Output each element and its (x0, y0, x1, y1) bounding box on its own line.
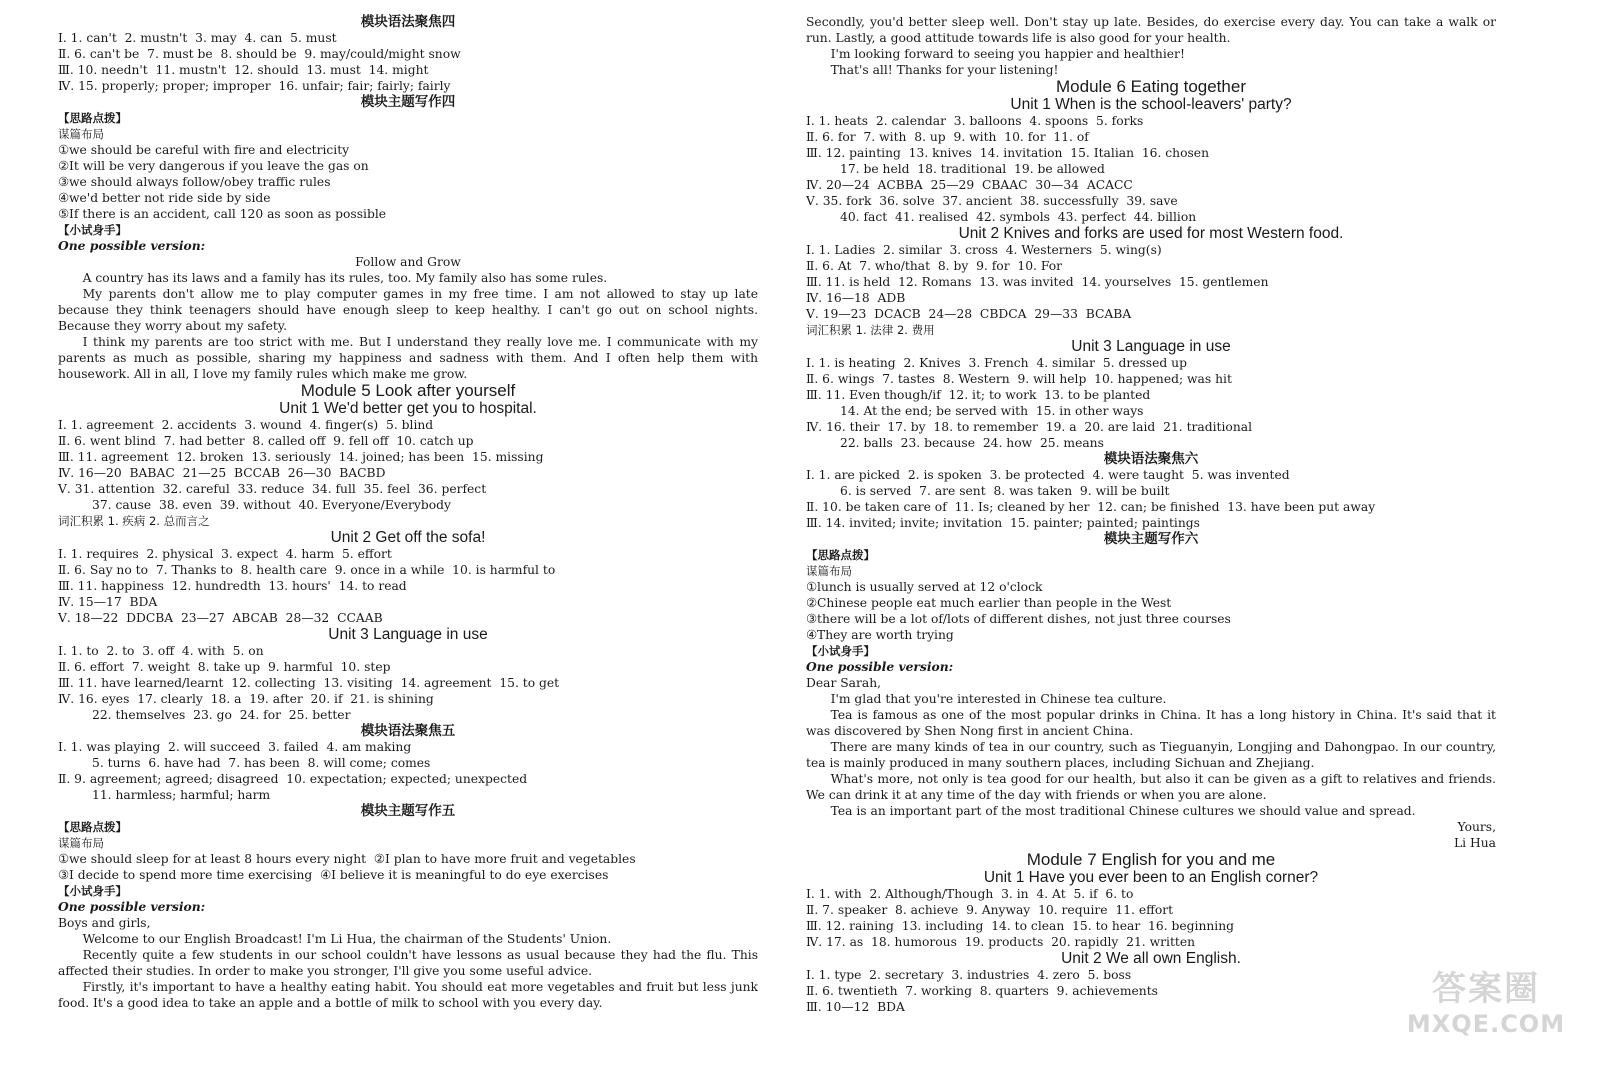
watermark-logo (1402, 968, 1570, 1054)
answer-line: 17. be held 18. traditional 19. be allowed (840, 162, 1105, 176)
unit-title: Unit 1 We'd better get you to hospital. (279, 400, 537, 417)
answer-line: Ⅰ. 1. Ladies 2. similar 3. cross 4. Westerners 5. wing(s) (806, 243, 1162, 257)
answer-line: Ⅳ. 16—18 ADB (806, 291, 906, 305)
answer-line: Ⅰ. 1. can't 2. mustn't 3. may 4. can 5. must (58, 31, 337, 45)
module-title: Module 7 English for you and me (1026, 850, 1276, 869)
unit-title: Unit 1 When is the school-leavers' party? (1010, 96, 1292, 113)
answer-line: Ⅱ. 10. be taken care of 11. Is; cleaned by her 12. can; be finished 13. have been put away (806, 500, 1376, 514)
answer-line: Ⅰ. 1. are picked 2. is spoken 3. be protected 4. were taught 5. was invented (806, 468, 1290, 482)
try-label: 【小试身手】 (806, 644, 875, 658)
section-title: 模块主题写作五 (360, 803, 456, 819)
outline-item: ③I decide to spend more time exercising ④I believe it is meaningful to do eye exercises (58, 868, 609, 882)
answer-line: Ⅴ. 35. fork 36. solve 37. ancient 38. successfully 39. save (806, 194, 1178, 208)
outline-item: ③we should always follow/obey traffic rules (58, 175, 331, 189)
answer-line: 40. fact 41. realised 42. symbols 43. perfect 44. billion (840, 210, 1197, 224)
answer-line: Ⅱ. 6. went blind 7. had better 8. called off 9. fell off 10. catch up (58, 434, 474, 448)
letter-greeting: Dear Sarah, (806, 676, 882, 690)
outline-item: ②It will be very dangerous if you leave the gas on (58, 159, 369, 173)
answer-line: 37. cause 38. even 39. without 40. Everyone/Everybody (92, 498, 451, 512)
answer-line: Ⅲ. 11. is held 12. Romans 13. was invited 14. yourselves 15. gentlemen (806, 275, 1269, 289)
answer-line: Ⅴ. 19—23 DCACB 24—28 CBDCA 29—33 BCABA (806, 307, 1132, 321)
letter-paragraph: I'm looking forward to seeing you happier and healthier! (830, 47, 1185, 61)
outline-item: ⑤If there is an accident, call 120 as soon as possible (58, 207, 387, 221)
letter-closing: Yours, (1457, 820, 1496, 834)
answer-line: Ⅳ. 16. eyes 17. clearly 18. a 19. after 20. if 21. is shining (58, 692, 434, 706)
answer-line: Ⅲ. 12. raining 13. including 14. to clean 15. to hear 16. beginning (806, 919, 1235, 933)
try-label: 【小试身手】 (58, 884, 127, 898)
answer-line: Ⅳ. 20—24 ACBBA 25—29 CBAAC 30—34 ACACC (806, 178, 1133, 192)
try-label: 【小试身手】 (58, 223, 127, 237)
version-label: One possible version: (58, 238, 206, 253)
outline-item: ④They are worth trying (806, 628, 954, 642)
answer-line: Ⅲ. 10. needn't 11. mustn't 12. should 13. must 14. might (58, 63, 429, 77)
answer-line: 11. harmless; harmful; harm (92, 788, 271, 802)
tips-label: 【思路点拨】 (58, 111, 127, 125)
vocab-line: 词汇积累 1. 法律 2. 费用 (806, 323, 935, 337)
answer-line: Ⅰ. 1. was playing 2. will succeed 3. failed 4. am making (58, 740, 412, 754)
section-title: 模块主题写作四 (360, 94, 456, 110)
essay-paragraph: A country has its laws and a family has its rules, too. My family also has some rules. (82, 271, 608, 285)
version-label: One possible version: (806, 659, 954, 674)
section-title: 模块语法聚焦五 (360, 723, 456, 739)
answer-line: Ⅰ. 1. requires 2. physical 3. expect 4. harm 5. effort (58, 547, 392, 561)
outline-label: 谋篇布局 (58, 836, 104, 850)
outline-label: 谋篇布局 (806, 564, 852, 578)
answer-line: Ⅲ. 11. agreement 12. broken 13. seriously 14. joined; has been 15. missing (58, 450, 544, 464)
watermark-text-top: 答案圈 (1432, 969, 1540, 1009)
letter-paragraph: Firstly, it's important to have a healthy eating habit. You should eat more vegetables and fruit but less junk food. It's a good idea to take an apple and a bottle of milk to school with you every day. (58, 980, 758, 1010)
answer-line: Ⅴ. 18—22 DDCBA 23—27 ABCAB 28—32 CCAAB (58, 611, 383, 625)
answer-line: Ⅰ. 1. type 2. secretary 3. industries 4. zero 5. boss (806, 968, 1132, 982)
outline-item: ③there will be a lot of/lots of different dishes, not just three courses (806, 612, 1231, 626)
answer-line: Ⅲ. 12. painting 13. knives 14. invitation 15. Italian 16. chosen (806, 146, 1209, 160)
answer-line: Ⅰ. 1. is heating 2. Knives 3. French 4. similar 5. dressed up (806, 356, 1187, 370)
answer-line: Ⅱ. 6. wings 7. tastes 8. Western 9. will help 10. happened; was hit (806, 372, 1232, 386)
answer-line: Ⅰ. 1. agreement 2. accidents 3. wound 4. finger(s) 5. blind (58, 418, 434, 432)
essay-paragraph: I think my parents are too strict with me. But I understand they really love me. I communicate with my parents as much as possible, sharing my happiness and sadness with them. And I often help them with housework. All in all, I love my family rules which make me grow. (58, 335, 758, 381)
answer-line: 22. themselves 23. go 24. for 25. better (92, 708, 351, 722)
outline-item: ①we should be careful with fire and electricity (58, 143, 350, 157)
unit-title: Unit 3 Language in use (328, 626, 488, 643)
section-title: 模块语法聚焦四 (360, 14, 456, 30)
answer-line: Ⅱ. 6. At 7. who/that 8. by 9. for 10. For (806, 259, 1063, 273)
answer-line: Ⅳ. 16. their 17. by 18. to remember 19. a 20. are laid 21. traditional (806, 420, 1252, 434)
answer-line: 14. At the end; be served with 15. in other ways (840, 404, 1144, 418)
left-column (58, 14, 758, 1011)
unit-title: Unit 2 Knives and forks are used for most Western food. (958, 225, 1344, 242)
letter-paragraph: What's more, not only is tea good for our health, but also it can be given as a gift to relatives and friends. We can drink it at any time of the day with friends or when you are alone. (806, 772, 1496, 802)
module-title: Module 5 Look after yourself (300, 381, 516, 400)
outline-label: 谋篇布局 (58, 127, 104, 141)
answer-line: Ⅳ. 15. properly; proper; improper 16. unfair; fair; fairly; fairly (58, 79, 451, 93)
section-title: 模块语法聚焦六 (1103, 451, 1199, 467)
vocab-line: 词汇积累 1. 疾病 2. 总而言之 (58, 514, 210, 528)
right-column (806, 14, 1496, 1015)
letter-paragraph: That's all! Thanks for your listening! (830, 63, 1059, 77)
answer-line: 22. balls 23. because 24. how 25. means (840, 436, 1104, 450)
answer-line: Ⅱ. 7. speaker 8. achieve 9. Anyway 10. require 11. effort (806, 903, 1174, 917)
letter-paragraph: Secondly, you'd better sleep well. Don't stay up late. Besides, do exercise every day. You can take a walk or run. Lastly, a good attitude towards life is also good for your health. (806, 15, 1496, 45)
outline-item: ①we should sleep for at least 8 hours every night ②I plan to have more fruit and vegetables (58, 852, 636, 866)
version-label: One possible version: (58, 899, 206, 914)
letter-paragraph: Welcome to our English Broadcast! I'm Li Hua, the chairman of the Students' Union. (82, 932, 612, 946)
answer-line: Ⅱ. 6. twentieth 7. working 8. quarters 9. achievements (806, 984, 1158, 998)
tips-label: 【思路点拨】 (58, 820, 127, 834)
unit-title: Unit 2 Get off the sofa! (330, 529, 486, 546)
answer-line: Ⅲ. 10—12 BDA (806, 1000, 905, 1014)
section-title: 模块主题写作六 (1103, 531, 1199, 547)
answer-line: Ⅱ. 6. for 7. with 8. up 9. with 10. for 11. of (806, 130, 1089, 144)
outline-item: ④we'd better not ride side by side (58, 191, 271, 205)
answer-line: Ⅱ. 9. agreement; agreed; disagreed 10. expectation; expected; unexpected (58, 772, 528, 786)
answer-line: Ⅳ. 16—20 BABAC 21—25 BCCAB 26—30 BACBD (58, 466, 386, 480)
answer-line: Ⅱ. 6. effort 7. weight 8. take up 9. harmful 10. step (58, 660, 391, 674)
tips-label: 【思路点拨】 (806, 548, 875, 562)
answer-line: 5. turns 6. have had 7. has been 8. will come; comes (92, 756, 431, 770)
answer-line: Ⅰ. 1. to 2. to 3. off 4. with 5. on (58, 644, 264, 658)
answer-line: Ⅳ. 17. as 18. humorous 19. products 20. rapidly 21. written (806, 935, 1196, 949)
outline-item: ①lunch is usually served at 12 o'clock (806, 580, 1043, 594)
letter-greeting: Boys and girls, (58, 916, 151, 930)
unit-title: Unit 3 Language in use (1071, 338, 1231, 355)
unit-title: Unit 2 We all own English. (1061, 950, 1241, 967)
answer-line: Ⅲ. 14. invited; invite; invitation 15. painter; painted; paintings (806, 516, 1200, 530)
letter-paragraph: Tea is famous as one of the most popular drinks in China. It has a long history in China. It's said that it was discovered by Shen Nong first in ancient China. (806, 708, 1496, 738)
letter-paragraph: Recently quite a few students in our school couldn't have lessons as usual because they had the flu. This affected their studies. In order to make you stronger, I'll give you some useful advice. (58, 948, 758, 978)
answer-line: Ⅰ. 1. heats 2. calendar 3. balloons 4. spoons 5. forks (806, 114, 1144, 128)
watermark-text-bottom: MXQE.COM (1406, 1010, 1566, 1038)
unit-title: Unit 1 Have you ever been to an English corner? (983, 869, 1319, 886)
answer-line: 6. is served 7. are sent 8. was taken 9. will be built (840, 484, 1170, 498)
answer-line: Ⅲ. 11. have learned/learnt 12. collecting 13. visiting 14. agreement 15. to get (58, 676, 560, 690)
letter-paragraph: Tea is an important part of the most traditional Chinese cultures we should value and spread. (830, 804, 1416, 818)
answer-line: Ⅱ. 6. can't be 7. must be 8. should be 9. may/could/might snow (58, 47, 461, 61)
essay-paragraph: My parents don't allow me to play computer games in my free time. I am not allowed to stay up late because they think teenagers should have enough sleep to keep healthy. I can't go out on school nights. Because they worry about my safety. (58, 287, 758, 333)
answer-line: Ⅱ. 6. Say no to 7. Thanks to 8. health care 9. once in a while 10. is harmful to (58, 563, 556, 577)
answer-line: Ⅲ. 11. Even though/if 12. it; to work 13. to be planted (806, 388, 1151, 402)
answer-line: Ⅲ. 11. happiness 12. hundredth 13. hours' 14. to read (58, 579, 407, 593)
outline-item: ②Chinese people eat much earlier than people in the West (806, 596, 1172, 610)
essay-title: Follow and Grow (355, 255, 461, 269)
letter-signature: Li Hua (1454, 836, 1496, 850)
answer-line: Ⅳ. 15—17 BDA (58, 595, 158, 609)
answer-line: Ⅴ. 31. attention 32. careful 33. reduce 34. full 35. feel 36. perfect (58, 482, 487, 496)
answer-line: Ⅰ. 1. with 2. Although/Though 3. in 4. At 5. if 6. to (806, 887, 1134, 901)
module-title: Module 6 Eating together (1056, 77, 1246, 96)
letter-paragraph: I'm glad that you're interested in Chinese tea culture. (830, 692, 1167, 706)
letter-paragraph: There are many kinds of tea in our country, such as Tieguanyin, Longjing and Dahongpao. In our country, tea is mainly produced in many southern places, including Sichuan and Zhejiang. (806, 740, 1496, 770)
